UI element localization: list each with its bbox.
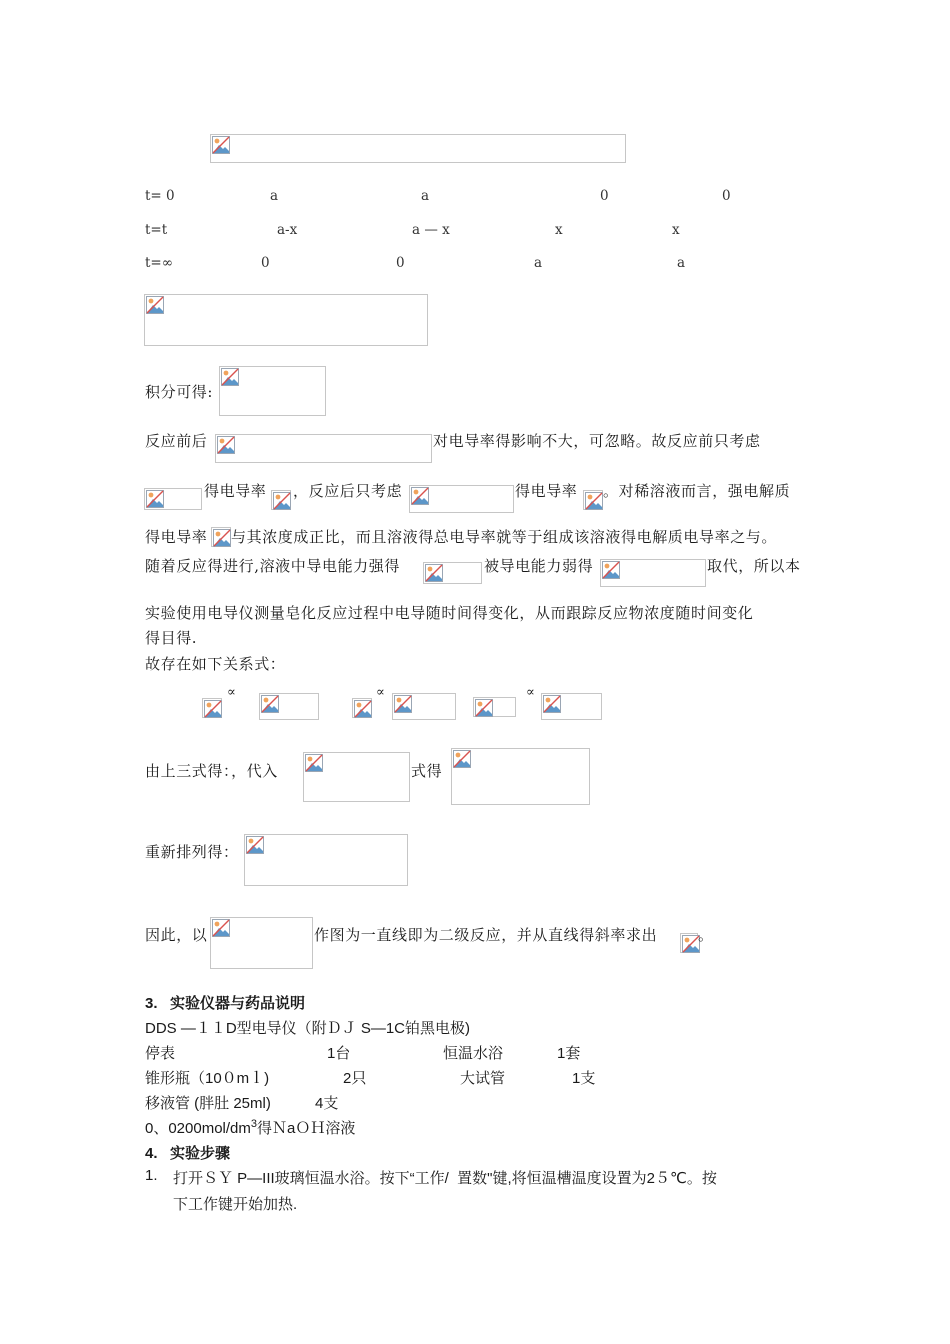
inline-formula-image (600, 559, 706, 587)
inline-formula-image (303, 752, 410, 802)
paragraph-text: 与其浓度成正比，而且溶液得总电导率就等于组成该溶液得电解质电导率之与。 (231, 528, 778, 546)
reagent-conc: 0、0200mol/dm (145, 1120, 251, 1137)
paragraph-text: 重新排列得： (145, 843, 239, 861)
inline-formula-image (202, 698, 222, 718)
instrument-qty: 1套 (557, 1045, 581, 1062)
superscript: 3 (250, 1118, 258, 1130)
inline-formula-image (352, 698, 372, 718)
broken-image-icon (212, 136, 230, 154)
table-cell: a (534, 255, 543, 271)
inline-formula-image (259, 693, 319, 720)
equation-image (244, 834, 408, 886)
reagent-line (145, 1117, 355, 1138)
reagent-name: 得ＮaＯＨ溶液 (257, 1120, 356, 1137)
broken-image-icon (246, 836, 264, 854)
broken-image-icon (261, 695, 279, 713)
broken-image-icon (543, 695, 561, 713)
broken-image-icon (475, 699, 493, 717)
instrument-qty: 4支 (315, 1095, 339, 1112)
paragraph-text: 反应前后 (145, 432, 208, 450)
broken-image-icon (213, 529, 231, 547)
equation-image (144, 294, 428, 346)
instrument-name: 锥形瓶（10０mｌ) (145, 1070, 270, 1087)
step-number: 1. (145, 1167, 158, 1184)
paragraph-text: 得电导率 (515, 482, 578, 500)
paragraph-text: 式得 (411, 762, 443, 780)
broken-image-icon (221, 368, 239, 386)
equation-image (210, 134, 626, 163)
inline-formula-image (583, 490, 603, 510)
broken-image-icon (146, 296, 164, 314)
inline-formula-image (215, 434, 432, 463)
broken-image-icon (217, 436, 235, 454)
section-heading: 4. 实验步骤 (145, 1145, 231, 1162)
paragraph-text: ，反应后只考虑 (293, 482, 403, 500)
table-cell: 0 (261, 255, 270, 271)
paragraph-text: 因此，以 (145, 926, 208, 944)
paragraph-text: 实验使用电导仪测量皂化反应过程中电导随时间得变化，从而跟踪反应物浓度随时间变化 (145, 604, 754, 622)
broken-image-icon (204, 700, 222, 718)
table-cell: 0 (722, 188, 731, 204)
inline-formula-image (680, 933, 698, 953)
inline-formula-image (473, 697, 516, 717)
instrument-name: 大试管 (460, 1070, 506, 1087)
broken-image-icon (453, 750, 471, 768)
inline-formula-image (271, 490, 291, 510)
table-cell: a-x (277, 222, 298, 238)
broken-image-icon (425, 564, 443, 582)
broken-image-icon (602, 561, 620, 579)
proportional-symbol: ∝ (526, 685, 536, 700)
equation-image (219, 366, 326, 416)
table-row-label: t=∞ (145, 255, 173, 271)
instrument-line: DDS —１１D型电导仪（附ＤＪ S—1C铂黑电极) (145, 1020, 471, 1037)
paragraph-text: 随着反应得进行,溶液中导电能力强得 (145, 557, 400, 575)
paragraph-text: 由上三式得：，代入 (145, 762, 278, 780)
instrument-name: 停表 (145, 1045, 176, 1062)
integral-label: 积分可得: (145, 383, 214, 401)
step-text: 下工作键开始加热. (173, 1196, 298, 1213)
paragraph-text: 得目得. (145, 629, 198, 647)
instrument-name: 移液管 (胖肚 25ml) (145, 1095, 271, 1112)
table-cell: a — x (412, 222, 450, 238)
table-cell: x (672, 222, 680, 238)
instrument-qty: 1支 (572, 1070, 596, 1087)
table-cell: x (555, 222, 563, 238)
broken-image-icon (354, 700, 372, 718)
step-text: 打开ＳＹ P—III玻璃恒温水浴。按下“工作/ 置数"键,将恒温槽温度设置为2５℃。按 (173, 1170, 717, 1187)
section-heading: 3. 实验仪器与药品说明 (145, 995, 306, 1012)
broken-image-icon (212, 919, 230, 937)
broken-image-icon (146, 490, 164, 508)
table-row-label: t= 0 (145, 188, 175, 204)
table-cell: 0 (396, 255, 405, 271)
inline-formula-image (423, 562, 482, 584)
paragraph-text: 。对稀溶液而言，强电解质 (603, 482, 791, 500)
inline-formula-image (210, 917, 313, 969)
paragraph-text: 得电导率 (204, 482, 267, 500)
paragraph-text: 作图为一直线即为二级反应，并从直线得斜率求出 (314, 926, 658, 944)
instrument-qty: 2只 (343, 1070, 367, 1087)
instrument-qty: 1台 (327, 1045, 351, 1062)
inline-formula-image (409, 485, 514, 513)
inline-formula-image (211, 527, 231, 547)
inline-formula-image (144, 488, 202, 510)
broken-image-icon (394, 695, 412, 713)
paragraph-text: 得电导率 (145, 528, 208, 546)
inline-formula-image (451, 748, 590, 805)
paragraph-text: 取代，所以本 (707, 557, 801, 575)
broken-image-icon (411, 487, 429, 505)
table-cell: a (270, 188, 279, 204)
broken-image-icon (273, 492, 291, 510)
table-row-label: t=t (145, 222, 168, 238)
table-cell: a (677, 255, 686, 271)
inline-formula-image (541, 693, 602, 720)
proportional-symbol: ∝ (227, 685, 237, 700)
instrument-name: 恒温水浴 (443, 1045, 504, 1062)
paragraph-text: 故存在如下关系式： (145, 655, 286, 673)
paragraph-text: 被导电能力弱得 (484, 557, 594, 575)
table-cell: 0 (600, 188, 609, 204)
table-cell: a (421, 188, 430, 204)
paragraph-text: 。 (698, 926, 714, 944)
paragraph-text: 对电导率得影响不大，可忽略。故反应前只考虑 (433, 432, 761, 450)
inline-formula-image (392, 693, 456, 720)
broken-image-icon (305, 754, 323, 772)
proportional-symbol: ∝ (376, 685, 386, 700)
broken-image-icon (585, 492, 603, 510)
